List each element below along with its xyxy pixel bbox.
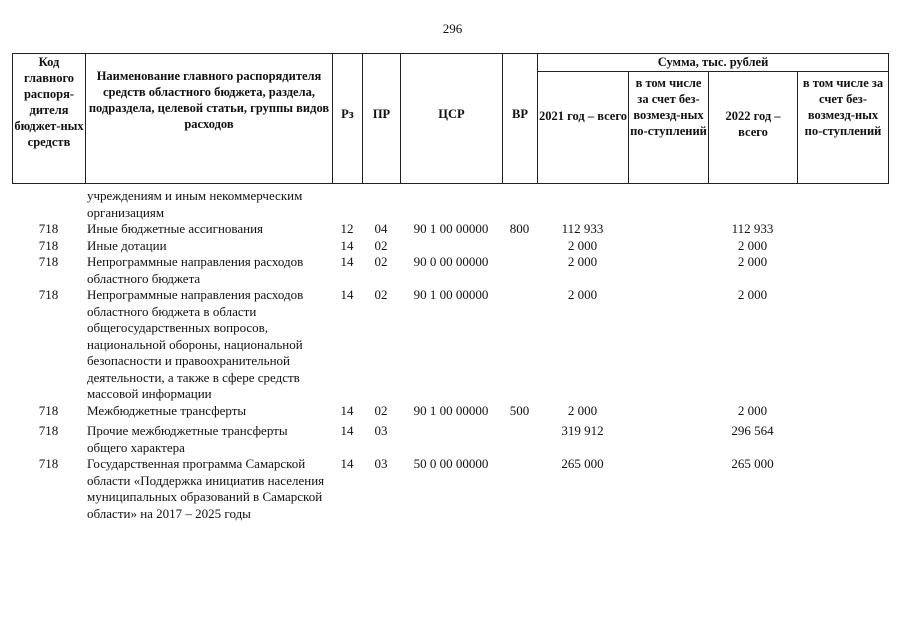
row-vr: 800	[509, 221, 530, 236]
row-rz: 14	[340, 237, 354, 253]
row-name: Иные дотации	[87, 237, 167, 253]
row-rz: 12	[340, 221, 354, 236]
col-2021-total-header: 2021 год – всего	[538, 72, 629, 184]
row-sum-2021	[537, 188, 628, 221]
row-name: Прочие межбюджетные трансферты общего характера	[87, 423, 288, 455]
row-sum-2021: 319 912	[561, 423, 604, 438]
row-sum-2021: 2 000	[567, 254, 598, 269]
row-code: 718	[38, 237, 59, 253]
row-sum-2021: 112 933	[561, 221, 604, 236]
row-free-2021	[628, 456, 708, 522]
row-rz	[332, 188, 362, 221]
table-row	[12, 221, 888, 238]
row-sum-2022: 112 933	[731, 221, 774, 236]
sum-group-header: Сумма, тыс. рублей	[538, 54, 889, 72]
row-sum-2022: 265 000	[731, 456, 774, 471]
table-body	[12, 188, 888, 522]
row-csr: 90 1 00 00000	[413, 287, 489, 302]
row-pr: 02	[374, 287, 388, 302]
row-sum-2021: 2 000	[567, 237, 598, 253]
row-csr	[400, 188, 502, 221]
row-vr	[502, 287, 537, 403]
col-2022-total-header: 2022 год – всего	[709, 72, 798, 184]
col-pr-header: ПР	[363, 54, 401, 184]
table-header	[12, 53, 889, 184]
row-code: 718	[38, 287, 59, 302]
row-vr	[502, 188, 537, 221]
row-rz: 14	[340, 456, 354, 471]
row-rz: 14	[340, 423, 354, 438]
col-rz-header: Рз	[333, 54, 363, 184]
row-rz: 14	[340, 254, 354, 269]
col-name-header: Наименование главного распорядителя средств областного бюджета, раздела, подраздела, целевой статьи, группы видов расходов	[86, 54, 333, 184]
row-vr	[502, 456, 537, 522]
row-name: учреждениям и иным некоммерческим организациям	[87, 188, 303, 220]
row-free-2022	[797, 403, 888, 420]
row-free-2021	[628, 287, 708, 403]
row-code: 718	[38, 423, 59, 438]
row-free-2022	[797, 221, 888, 238]
row-sum-2022: 2 000	[737, 254, 768, 269]
col-vr-header: ВР	[503, 54, 538, 184]
row-pr: 02	[374, 254, 388, 269]
row-sum-2022: 2 000	[737, 287, 768, 302]
row-pr: 03	[374, 423, 388, 438]
table-row	[12, 403, 888, 420]
row-pr	[362, 188, 400, 221]
row-sum-2021: 2 000	[567, 287, 598, 302]
row-rz: 14	[340, 402, 354, 418]
table-row	[12, 287, 888, 403]
row-free-2022	[797, 456, 888, 522]
row-code: 718	[38, 221, 59, 236]
row-vr	[502, 419, 537, 456]
row-free-2021	[628, 238, 708, 255]
row-free-2022	[797, 188, 888, 221]
row-free-2021	[628, 254, 708, 287]
row-pr: 03	[374, 456, 388, 471]
row-vr	[502, 238, 537, 255]
row-sum-2022: 2 000	[737, 402, 768, 418]
row-free-2022	[797, 287, 888, 403]
row-csr	[400, 238, 502, 255]
table-row	[12, 238, 888, 255]
col-csr-header: ЦСР	[401, 54, 503, 184]
row-name: Межбюджетные трансферты	[87, 402, 247, 418]
row-sum-2022	[708, 188, 797, 221]
row-vr: 500	[509, 402, 530, 418]
row-rz: 14	[340, 287, 354, 302]
col-code-header: Код главного распоря-дителя бюджет-ных средств	[13, 54, 86, 184]
row-csr: 90 0 00 00000	[413, 254, 489, 269]
row-csr	[400, 419, 502, 456]
row-free-2022	[797, 238, 888, 255]
row-pr: 02	[374, 237, 388, 253]
row-name: Непрограммные направления расходов областного бюджета	[87, 254, 304, 286]
row-sum-2021: 265 000	[561, 456, 604, 471]
row-code	[12, 188, 85, 221]
row-name: Государственная программа Самарской области «Поддержка инициатив населения муниципальных образований в Самарской области» на 2017 – 2025 годы	[87, 456, 325, 521]
row-csr: 90 1 00 00000	[413, 221, 489, 236]
row-csr: 90 1 00 00000	[413, 402, 489, 418]
row-free-2021	[628, 403, 708, 420]
table-row	[12, 188, 888, 221]
row-pr: 04	[374, 221, 388, 236]
col-2022-free-header: в том числе за счет без-возмезд-ных по-ступлений	[798, 72, 889, 184]
row-vr	[502, 254, 537, 287]
row-free-2022	[797, 254, 888, 287]
row-free-2021	[628, 188, 708, 221]
col-2021-free-header: в том числе за счет без-возмезд-ных по-ступлений	[629, 72, 709, 184]
row-free-2021	[628, 221, 708, 238]
page-number: 296	[442, 21, 463, 36]
table-row	[12, 254, 888, 287]
row-sum-2022: 2 000	[737, 237, 768, 253]
row-code: 718	[38, 402, 59, 418]
table-row	[12, 456, 888, 522]
row-code: 718	[38, 254, 59, 269]
row-name: Непрограммные направления расходов областного бюджета в области общегосударственных вопросов, национальной обороны, национальной безопасности и правоохранительной деятельности, а также в сфере средств массовой информации	[87, 287, 304, 401]
row-free-2021	[628, 419, 708, 456]
row-csr: 50 0 00 00000	[413, 456, 489, 471]
row-free-2022	[797, 419, 888, 456]
table-row	[12, 419, 888, 456]
row-code: 718	[38, 456, 59, 471]
row-sum-2022: 296 564	[731, 423, 774, 438]
row-name: Иные бюджетные ассигнования	[87, 221, 264, 236]
row-pr: 02	[374, 402, 388, 418]
row-sum-2021: 2 000	[567, 402, 598, 418]
